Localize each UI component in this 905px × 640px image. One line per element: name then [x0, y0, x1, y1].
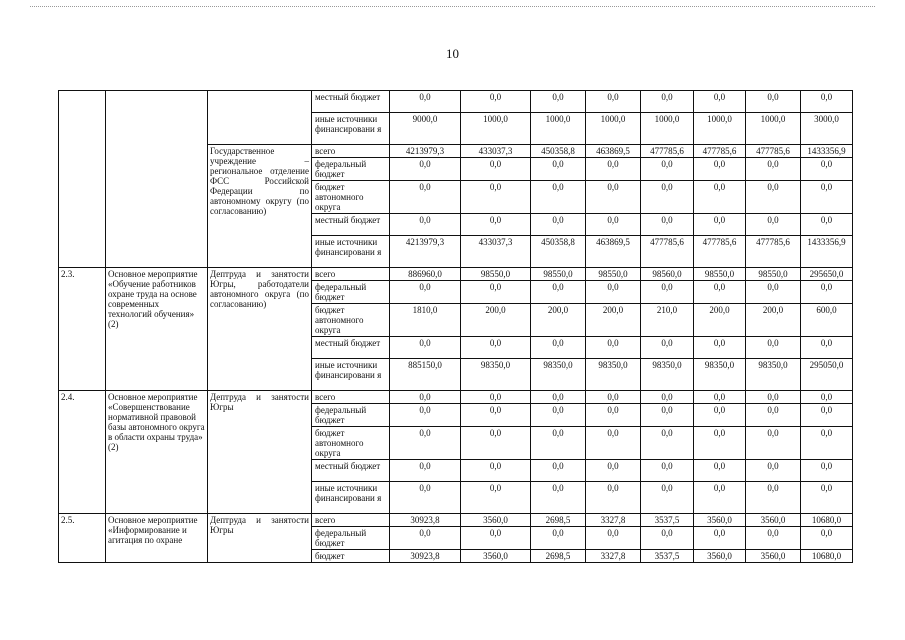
- value-cell: 0,0: [746, 337, 801, 359]
- value-cell: 0,0: [801, 427, 853, 460]
- value-cell: 0,0: [641, 337, 694, 359]
- value-cell: 885150,0: [390, 359, 461, 391]
- source-cell: местный бюджет: [312, 460, 390, 482]
- value-cell: 98350,0: [694, 359, 746, 391]
- value-cell: 0,0: [390, 91, 461, 113]
- executor-cell: Дептруда и занятости Югры: [208, 391, 312, 514]
- value-cell: 4213979,3: [390, 145, 461, 158]
- value-cell: 98560,0: [641, 268, 694, 281]
- executor-cell-continued: [208, 91, 312, 145]
- id-cell-continued: [59, 91, 106, 268]
- value-cell: 0,0: [801, 181, 853, 214]
- source-cell: всего: [312, 514, 390, 527]
- value-cell: 0,0: [801, 404, 853, 427]
- scan-edge-line: [30, 6, 875, 7]
- page-number: 10: [446, 46, 459, 61]
- value-cell: 0,0: [586, 337, 641, 359]
- value-cell: 98550,0: [461, 268, 531, 281]
- value-cell: 0,0: [461, 404, 531, 427]
- value-cell: 0,0: [390, 181, 461, 214]
- source-cell: бюджет: [312, 550, 390, 563]
- value-cell: 98350,0: [531, 359, 586, 391]
- value-cell: 0,0: [694, 91, 746, 113]
- value-cell: 3560,0: [694, 514, 746, 527]
- measure-id-cell: 2.3.: [59, 268, 106, 391]
- source-cell: федеральный бюджет: [312, 527, 390, 550]
- value-cell: 477785,6: [694, 145, 746, 158]
- source-cell: местный бюджет: [312, 91, 390, 113]
- source-cell: бюджет автономного округа: [312, 181, 390, 214]
- value-cell: 0,0: [746, 91, 801, 113]
- value-cell: 477785,6: [746, 145, 801, 158]
- value-cell: 0,0: [746, 404, 801, 427]
- value-cell: 0,0: [461, 158, 531, 181]
- value-cell: 0,0: [586, 404, 641, 427]
- value-cell: 0,0: [694, 482, 746, 514]
- source-cell: иные источники финансировани я: [312, 236, 390, 268]
- source-cell: бюджет автономного округа: [312, 427, 390, 460]
- value-cell: 0,0: [641, 91, 694, 113]
- value-cell: 200,0: [531, 304, 586, 337]
- value-cell: 0,0: [801, 527, 853, 550]
- value-cell: 0,0: [461, 281, 531, 304]
- value-cell: 477785,6: [694, 236, 746, 268]
- value-cell: 0,0: [531, 404, 586, 427]
- value-cell: 450358,8: [531, 145, 586, 158]
- value-cell: 0,0: [746, 181, 801, 214]
- value-cell: 0,0: [694, 460, 746, 482]
- source-cell: местный бюджет: [312, 337, 390, 359]
- value-cell: 0,0: [746, 281, 801, 304]
- value-cell: 0,0: [694, 181, 746, 214]
- value-cell: 4213979,3: [390, 236, 461, 268]
- value-cell: 0,0: [801, 214, 853, 236]
- value-cell: 0,0: [641, 482, 694, 514]
- value-cell: 0,0: [461, 460, 531, 482]
- value-cell: 200,0: [694, 304, 746, 337]
- value-cell: 3560,0: [694, 550, 746, 563]
- source-cell: всего: [312, 268, 390, 281]
- value-cell: 3327,8: [586, 550, 641, 563]
- value-cell: 0,0: [694, 214, 746, 236]
- value-cell: 0,0: [694, 391, 746, 404]
- value-cell: 1810,0: [390, 304, 461, 337]
- value-cell: 0,0: [390, 214, 461, 236]
- value-cell: 0,0: [390, 281, 461, 304]
- table-row: [59, 514, 853, 527]
- value-cell: 0,0: [801, 337, 853, 359]
- value-cell: 0,0: [801, 281, 853, 304]
- value-cell: 0,0: [641, 391, 694, 404]
- measure-name-cell: Основное мероприятие «Обучение работников охране труда на основе современных технологий обучения» (2): [106, 268, 208, 391]
- source-cell: всего: [312, 145, 390, 158]
- value-cell: 0,0: [641, 460, 694, 482]
- value-cell: 98350,0: [641, 359, 694, 391]
- value-cell: 2698,5: [531, 550, 586, 563]
- value-cell: 0,0: [746, 158, 801, 181]
- value-cell: 0,0: [746, 460, 801, 482]
- value-cell: 1000,0: [746, 113, 801, 145]
- executor-cell: Дептруда и занятости Югры: [208, 514, 312, 563]
- value-cell: 0,0: [461, 527, 531, 550]
- value-cell: 3560,0: [746, 550, 801, 563]
- value-cell: 0,0: [390, 158, 461, 181]
- value-cell: 98350,0: [586, 359, 641, 391]
- value-cell: 0,0: [586, 158, 641, 181]
- executor-cell: Дептруда и занятости Югры, работодатели автономного округа (по согласованию): [208, 268, 312, 391]
- value-cell: 98350,0: [746, 359, 801, 391]
- value-cell: 3000,0: [801, 113, 853, 145]
- value-cell: 0,0: [641, 427, 694, 460]
- value-cell: 0,0: [461, 181, 531, 214]
- value-cell: 0,0: [531, 391, 586, 404]
- value-cell: 0,0: [586, 460, 641, 482]
- value-cell: 0,0: [531, 158, 586, 181]
- value-cell: 0,0: [531, 281, 586, 304]
- value-cell: 0,0: [531, 214, 586, 236]
- source-cell: федеральный бюджет: [312, 404, 390, 427]
- value-cell: 0,0: [641, 158, 694, 181]
- value-cell: 0,0: [390, 427, 461, 460]
- value-cell: 0,0: [586, 214, 641, 236]
- value-cell: 463869,5: [586, 145, 641, 158]
- value-cell: 1000,0: [461, 113, 531, 145]
- value-cell: 886960,0: [390, 268, 461, 281]
- value-cell: 0,0: [531, 427, 586, 460]
- value-cell: 1000,0: [586, 113, 641, 145]
- measure-name-cell: Основное мероприятие «Информирование и агитация по охране: [106, 514, 208, 563]
- value-cell: 200,0: [586, 304, 641, 337]
- source-cell: федеральный бюджет: [312, 158, 390, 181]
- value-cell: 477785,6: [641, 145, 694, 158]
- value-cell: 0,0: [801, 460, 853, 482]
- value-cell: 1433356,9: [801, 145, 853, 158]
- value-cell: 98550,0: [694, 268, 746, 281]
- measure-id-cell: 2.4.: [59, 391, 106, 514]
- value-cell: 0,0: [801, 391, 853, 404]
- value-cell: 0,0: [531, 482, 586, 514]
- value-cell: 433037,3: [461, 236, 531, 268]
- value-cell: 0,0: [694, 337, 746, 359]
- value-cell: 9000,0: [390, 113, 461, 145]
- table-row: [59, 391, 853, 404]
- measure-name-cell: Основное мероприятие «Совершенствование нормативной правовой базы автономного округа в области охраны труда» (2): [106, 391, 208, 514]
- value-cell: 0,0: [390, 391, 461, 404]
- value-cell: 98550,0: [586, 268, 641, 281]
- value-cell: 1000,0: [641, 113, 694, 145]
- value-cell: 210,0: [641, 304, 694, 337]
- value-cell: 0,0: [531, 460, 586, 482]
- value-cell: 3560,0: [746, 514, 801, 527]
- value-cell: 3537,5: [641, 514, 694, 527]
- value-cell: 0,0: [461, 214, 531, 236]
- value-cell: 0,0: [531, 181, 586, 214]
- value-cell: 0,0: [801, 91, 853, 113]
- value-cell: 450358,8: [531, 236, 586, 268]
- value-cell: 0,0: [641, 527, 694, 550]
- value-cell: 2698,5: [531, 514, 586, 527]
- value-cell: 0,0: [461, 337, 531, 359]
- value-cell: 200,0: [461, 304, 531, 337]
- value-cell: 200,0: [746, 304, 801, 337]
- value-cell: 0,0: [586, 281, 641, 304]
- value-cell: 0,0: [586, 427, 641, 460]
- value-cell: 0,0: [531, 91, 586, 113]
- value-cell: 0,0: [801, 158, 853, 181]
- value-cell: 30923,8: [390, 550, 461, 563]
- value-cell: 0,0: [390, 527, 461, 550]
- value-cell: 0,0: [694, 404, 746, 427]
- value-cell: 0,0: [694, 158, 746, 181]
- value-cell: 3537,5: [641, 550, 694, 563]
- value-cell: 1000,0: [694, 113, 746, 145]
- value-cell: 0,0: [390, 337, 461, 359]
- value-cell: 0,0: [586, 181, 641, 214]
- value-cell: 295650,0: [801, 268, 853, 281]
- table-row: [59, 268, 853, 281]
- value-cell: 463869,5: [586, 236, 641, 268]
- source-cell: федеральный бюджет: [312, 281, 390, 304]
- value-cell: 0,0: [746, 482, 801, 514]
- value-cell: 433037,3: [461, 145, 531, 158]
- value-cell: 0,0: [390, 460, 461, 482]
- source-cell: бюджет автономного округа: [312, 304, 390, 337]
- value-cell: 0,0: [586, 527, 641, 550]
- value-cell: 0,0: [461, 427, 531, 460]
- value-cell: 98550,0: [746, 268, 801, 281]
- value-cell: 98350,0: [461, 359, 531, 391]
- value-cell: 98550,0: [531, 268, 586, 281]
- source-cell: иные источники финансировани я: [312, 113, 390, 145]
- value-cell: 0,0: [641, 181, 694, 214]
- executor-cell: Государственное учреждение – региональное отделение ФСС Российской Федерации по автономному округу (по согласованию): [208, 145, 312, 268]
- value-cell: 0,0: [531, 527, 586, 550]
- value-cell: 0,0: [746, 214, 801, 236]
- source-cell: иные источники финансировани я: [312, 359, 390, 391]
- source-cell: иные источники финансировани я: [312, 482, 390, 514]
- value-cell: 295050,0: [801, 359, 853, 391]
- value-cell: 3560,0: [461, 514, 531, 527]
- measure-id-cell: 2.5.: [59, 514, 106, 563]
- value-cell: 0,0: [694, 427, 746, 460]
- value-cell: 0,0: [641, 281, 694, 304]
- value-cell: 3560,0: [461, 550, 531, 563]
- value-cell: 0,0: [461, 391, 531, 404]
- value-cell: 1433356,9: [801, 236, 853, 268]
- value-cell: 0,0: [641, 404, 694, 427]
- value-cell: 0,0: [461, 482, 531, 514]
- measure-cell-continued: [106, 91, 208, 268]
- value-cell: 0,0: [586, 91, 641, 113]
- value-cell: 0,0: [390, 482, 461, 514]
- value-cell: 0,0: [746, 527, 801, 550]
- value-cell: 0,0: [390, 404, 461, 427]
- value-cell: 0,0: [746, 427, 801, 460]
- value-cell: 0,0: [461, 91, 531, 113]
- value-cell: 600,0: [801, 304, 853, 337]
- table-row: [59, 91, 853, 113]
- value-cell: 0,0: [586, 482, 641, 514]
- value-cell: 0,0: [641, 214, 694, 236]
- value-cell: 477785,6: [746, 236, 801, 268]
- funding-table: [58, 90, 853, 563]
- value-cell: 0,0: [801, 482, 853, 514]
- value-cell: 0,0: [746, 391, 801, 404]
- value-cell: 10680,0: [801, 514, 853, 527]
- value-cell: 10680,0: [801, 550, 853, 563]
- value-cell: 3327,8: [586, 514, 641, 527]
- value-cell: 477785,6: [641, 236, 694, 268]
- value-cell: 30923,8: [390, 514, 461, 527]
- value-cell: 0,0: [586, 391, 641, 404]
- source-cell: местный бюджет: [312, 214, 390, 236]
- value-cell: 0,0: [694, 527, 746, 550]
- value-cell: 1000,0: [531, 113, 586, 145]
- value-cell: 0,0: [531, 337, 586, 359]
- source-cell: всего: [312, 391, 390, 404]
- value-cell: 0,0: [694, 281, 746, 304]
